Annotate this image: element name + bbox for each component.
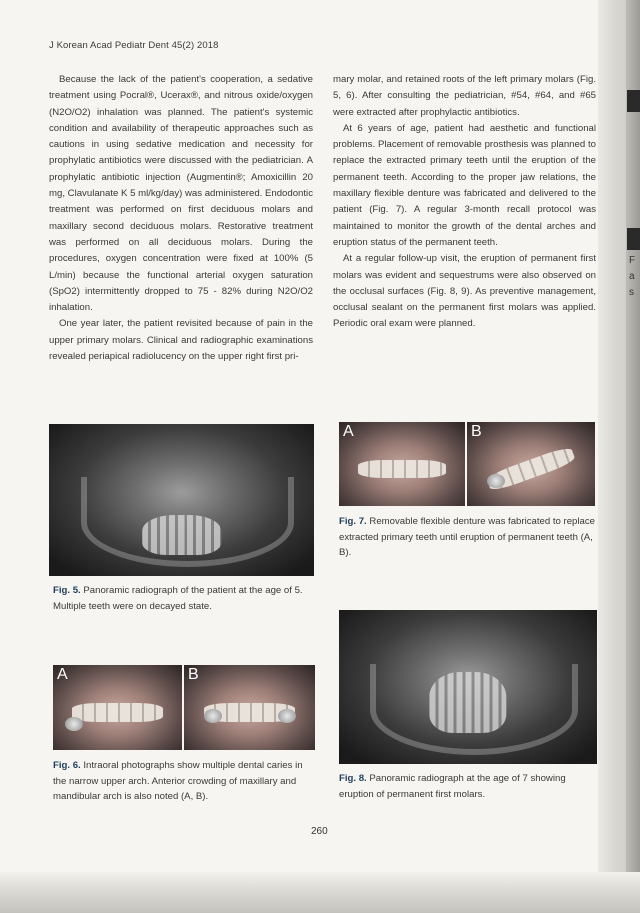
bottom-shadow [0, 872, 640, 913]
next-page-text-fragment: F [629, 255, 636, 266]
figure-6-caption [53, 758, 315, 805]
teeth-row [72, 703, 162, 722]
panel-label: A [57, 666, 68, 683]
steel-crown [278, 709, 296, 723]
next-page-edge [626, 0, 640, 913]
next-page-text-fragment: s [629, 287, 634, 298]
paragraph: At 6 years of age, patient had aesthetic and functional problems. Placement of removable prosthesis was planned to replace the extracted primary teeth until the eruption of the permanent teeth. According to the proper jaw relations, the maxillary flexible denture was fabricated and delivered to the patient (Fig. 7). A regular 3-month recall protocol was maintained to monitor the growth of the dental arches and eruption status of the permanent teeth. [333, 122, 596, 248]
figure-6a-intraoral-photo [53, 665, 182, 750]
figure-7b-denture-photo [467, 422, 595, 506]
steel-crown [487, 474, 505, 488]
left-column [49, 72, 313, 365]
caption-text: Panoramic radiograph of the patient at the age of 5. Multiple teeth were on decayed state. [53, 585, 303, 612]
running-header: J Korean Acad Pediatr Dent 45(2) 2018 [49, 40, 219, 51]
figure-5-caption [53, 583, 315, 614]
paragraph: Because the lack of the patient's cooperation, a sedative treatment using Pocral®, Ucerax®, and nitrous oxide/oxygen (N2O/O2) inhalation was planned. The patient's systemic condition and availability of therapeutic approaches such as cautions in using sedative medication and necessity for prophylatic antibiotics were discussed with the pediatrician. A prophylatic antibiotic injection (Augmentin®; Amoxicillin 20 mg, Clavulanate K 5 ml/kg/day) was administered. Endodontic treatment was performed on first deciduous molars and maxillary second deciduous molars. Restorative treatment was performed on all deciduous molars. During the procedures, oxygen concentration were fixed at 100% (5 L/min) because the functional arterial oxygen saturation (SpO2) intermittently dropped to 75 - 82% during N2O/O2 inhalation. [49, 74, 313, 314]
figure-8-panoramic-radiograph [339, 610, 597, 764]
teeth-row [358, 460, 446, 478]
teeth-shadow [429, 672, 506, 734]
paragraph: One year later, the patient revisited because of pain in the upper primary molars. Clinical and radiographic examinations revealed periapical radiolucency on the upper right first pri- [49, 318, 313, 363]
figure-6b-intraoral-photo [184, 665, 315, 750]
figure-7a-denture-photo [339, 422, 465, 506]
panel-label: B [471, 423, 482, 440]
next-page-figure-fragment [627, 90, 640, 112]
steel-crown [204, 709, 222, 723]
caption-text: Intraoral photographs show multiple dental caries in the narrow upper arch. Anterior crowding of maxillary and mandibular arch is also noted (A, B). [53, 760, 303, 802]
paragraph: mary molar, and retained roots of the left primary molars (Fig. 5, 6). After consulting the pediatrician, #54, #64, and #65 were extracted after prophylactic antibiotics. [333, 74, 596, 118]
page-number: 260 [311, 826, 328, 837]
figure-5-panoramic-radiograph [49, 424, 314, 576]
next-page-text-fragment: a [629, 271, 635, 282]
figure-label: Fig. 5. [53, 585, 81, 596]
next-page-figure-fragment [627, 228, 640, 250]
panel-label: A [343, 423, 354, 440]
caption-text: Panoramic radiograph at the age of 7 showing eruption of permanent first molars. [339, 773, 566, 800]
figure-label: Fig. 8. [339, 773, 367, 784]
teeth-shadow [142, 515, 222, 555]
figure-8-caption [339, 771, 597, 802]
right-column [333, 72, 596, 333]
figure-7-caption [339, 514, 597, 561]
figure-label: Fig. 7. [339, 516, 367, 527]
paragraph: At a regular follow-up visit, the eruption of permanent first molars was evident and sequestrums were also observed on the occlusal surfaces (Fig. 8, 9). As preventive management, occlusal sealant on the permanent first molars was applied. Periodic oral exam were planned. [333, 253, 596, 330]
caption-text: Removable flexible denture was fabricated to replace extracted primary teeth until eruption of permanent teeth (A, B). [339, 516, 595, 558]
steel-crown [65, 717, 83, 731]
figure-label: Fig. 6. [53, 760, 81, 771]
panel-label: B [188, 666, 199, 683]
